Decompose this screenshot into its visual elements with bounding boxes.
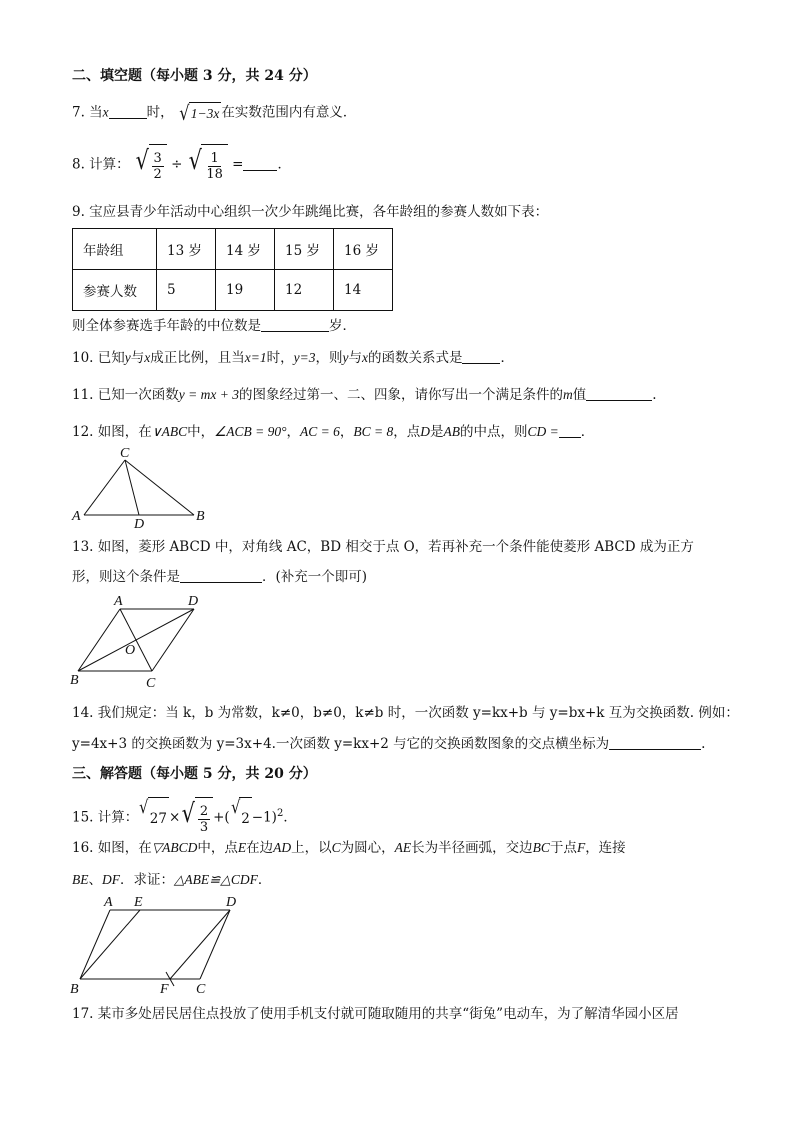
question-7 bbox=[72, 102, 356, 124]
question-8: 8. 计算： √ $\frac{3}{2}$ ÷ √ $\frac{1}{18}$ = ． bbox=[72, 144, 291, 186]
table-cell: 12 bbox=[275, 270, 334, 311]
table-cell: 年龄组 bbox=[73, 229, 157, 270]
sqrt-27: √ 27 bbox=[138, 797, 169, 839]
answer-blank[interactable] bbox=[261, 317, 329, 332]
q7-var: x bbox=[102, 104, 109, 120]
answer-blank[interactable] bbox=[559, 423, 581, 438]
question-9: 9. 宝应县青少年活动中心组织一次少年跳绳比赛，各年龄组的参赛人数如下表： bbox=[72, 204, 549, 220]
q7-number: 7. 当 bbox=[72, 104, 103, 121]
question-9-answer-line: 则全体参赛选手年龄的中位数是 岁． bbox=[72, 318, 356, 334]
vertex-label: D bbox=[134, 517, 145, 530]
vertex-label: D bbox=[188, 594, 199, 609]
vertex-label: A bbox=[114, 594, 123, 609]
question-10: 10. 已知y与x成正比例，且当x=1时，y=3，则y与x的函数关系式是 ． bbox=[72, 350, 514, 366]
vertex-label: B bbox=[70, 673, 79, 688]
q7-tail: 在实数范围内有意义． bbox=[221, 104, 357, 121]
vertex-label: D bbox=[226, 895, 237, 910]
table-cell: 13 岁 bbox=[157, 229, 216, 270]
divide-sign: ÷ bbox=[171, 156, 183, 173]
answer-blank[interactable] bbox=[462, 349, 500, 364]
rhombus-figure bbox=[68, 592, 218, 690]
sqrt-expression: √ 1−3x bbox=[179, 101, 220, 125]
question-13: 13. 如图，菱形 ABCD 中，对角线 AC，BD 相交于点 O，若再补充一个条件能使菱形 ABCD 成为正方 bbox=[72, 539, 694, 555]
q8-number: 8. 计算： bbox=[72, 156, 130, 173]
question-14-line2: y=4x+3 的交换函数为 y=3x+4.一次函数 y=kx+2 与它的交换函数图象的交点横坐标为 . bbox=[72, 736, 706, 752]
vertex-label: C bbox=[146, 676, 156, 690]
table-cell: 参赛人数 bbox=[73, 270, 157, 311]
vertex-label: B bbox=[196, 509, 205, 524]
question-16: 16. 如图，在▽ABCD中，点E在边AD上，以C为圆心，AE长为半径画弧，交边BC于点F，连接 bbox=[72, 840, 626, 856]
q7-text: 时， bbox=[146, 104, 174, 121]
answer-blank[interactable] bbox=[609, 735, 701, 750]
vertex-label: E bbox=[134, 895, 143, 910]
question-14: 14. 我们规定：当 k，b 为常数，k≠0，b≠0，k≠b 时，一次函数 y=kx+b 与 y=bx+k 互为交换函数. 例如： bbox=[72, 705, 739, 721]
answer-blank[interactable] bbox=[180, 568, 262, 583]
sqrt-fraction: √ $\frac{2}{3}$ bbox=[180, 797, 213, 839]
table-cell: 19 bbox=[216, 270, 275, 311]
vertex-label: F bbox=[160, 982, 169, 996]
table-cell: 5 bbox=[157, 270, 216, 311]
vertex-label: C bbox=[196, 982, 206, 996]
question-11: 11. 已知一次函数y = mx + 3的图象经过第一、二、四象，请你写出一个满足条件的m值 . bbox=[72, 387, 657, 403]
answer-blank[interactable] bbox=[243, 156, 277, 171]
question-15: 15. 计算： √ 27 × √ $\frac{2}{3}$ +( √ 2 −1)$^2$． bbox=[72, 794, 297, 839]
question-16-line2: BE、DF．求证：△ABE≌△CDF． bbox=[72, 872, 272, 888]
question-12: 12. 如图，在∨ABC中，∠ACB = 90°，AC = 6，BC = 8，点D是AB的中点，则CD = ． bbox=[72, 424, 595, 440]
question-13-line2: 形，则这个条件是 ．(补充一个即可) bbox=[72, 569, 368, 585]
section-2-heading: 二、填空题（每小题 3 分，共 24 分） bbox=[72, 68, 317, 84]
vertex-label: B bbox=[70, 982, 79, 996]
answer-blank[interactable] bbox=[109, 104, 147, 119]
vertex-label: A bbox=[104, 895, 113, 910]
table-cell: 16 岁 bbox=[334, 229, 393, 270]
equals-sign: = bbox=[232, 156, 244, 173]
table-row bbox=[73, 270, 393, 311]
sqrt-fraction-b: √ $\frac{1}{18}$ bbox=[187, 144, 228, 186]
question-17: 17. 某市多处居民居住点投放了使用手机支付就可随取随用的共享“街兔”电动车，为了解清华园小区居 bbox=[72, 1006, 679, 1022]
parallelogram-figure bbox=[68, 892, 248, 996]
vertex-label: C bbox=[120, 446, 130, 461]
table-cell: 14 岁 bbox=[216, 229, 275, 270]
table-cell: 14 bbox=[334, 270, 393, 311]
age-table bbox=[72, 228, 393, 311]
table-row bbox=[73, 229, 393, 270]
table-cell: 15 岁 bbox=[275, 229, 334, 270]
vertex-label: O bbox=[125, 643, 136, 658]
sqrt-fraction-a: √ $\frac{3}{2}$ bbox=[134, 144, 167, 186]
sqrt-2: √ 2 bbox=[230, 797, 252, 839]
triangle-figure bbox=[70, 444, 220, 530]
answer-blank[interactable] bbox=[586, 386, 652, 401]
section-3-heading: 三、解答题（每小题 5 分，共 20 分） bbox=[72, 766, 317, 782]
vertex-label: A bbox=[72, 509, 81, 524]
